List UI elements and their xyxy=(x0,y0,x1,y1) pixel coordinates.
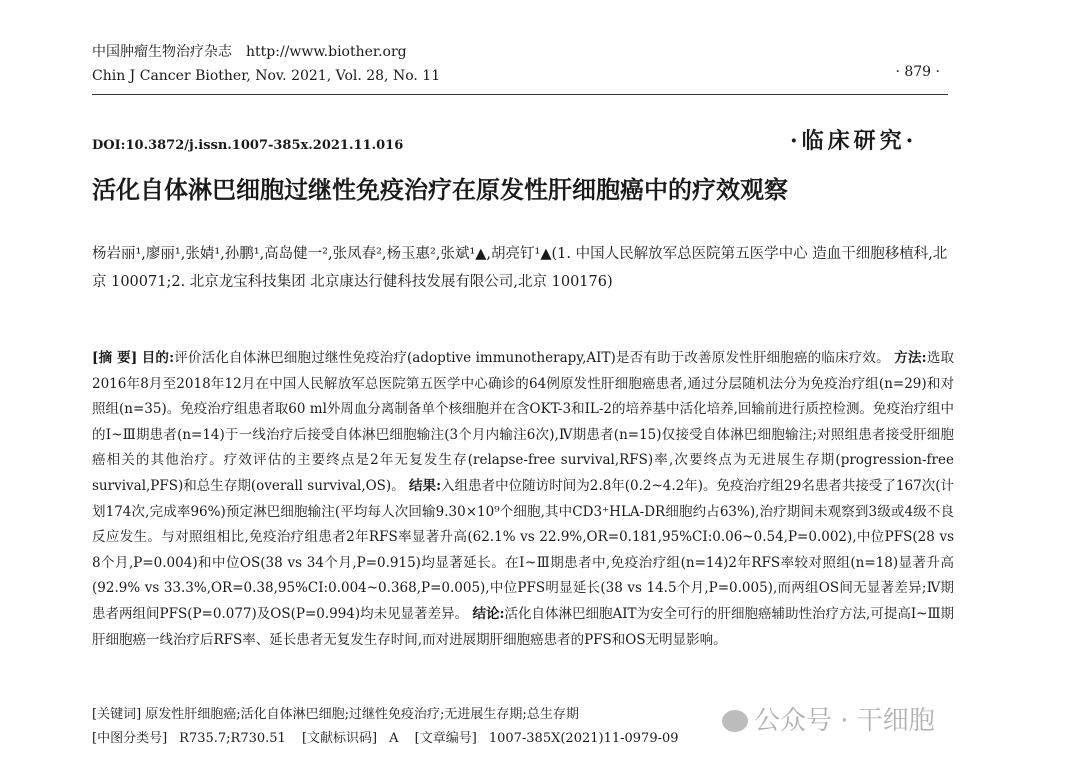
wechat-icon xyxy=(722,710,748,732)
conclusion-text: 活化自体淋巴细胞AIT为安全可行的肝细胞癌辅助性治疗方法,可提高Ⅰ~Ⅲ期肝细胞癌一线治疗后RFS率、延长患者无复发生存时间,而对进展期肝细胞癌患者的PFS和OS无明显影响。 xyxy=(92,605,954,648)
methods-heading: 方法: xyxy=(894,350,927,366)
doc-code-label: [文献标识码] xyxy=(301,731,378,746)
journal-name-cn: 中国肿瘤生物治疗杂志 xyxy=(92,44,232,60)
journal-url[interactable]: http://www.biother.org xyxy=(246,44,407,60)
journal-name-en: Chin J Cancer Biother, Nov. 2021, Vol. 28, No. 11 xyxy=(92,68,441,84)
clc-value: R735.7;R730.51 xyxy=(179,731,286,746)
authors-affiliations: 杨岩丽¹,廖丽¹,张婧¹,孙鹏¹,高岛健一²,张凤春²,杨玉惠²,张斌¹▲,胡亮钉¹▲(1. 中国人民解放军总医院第五医学中心 造血干细胞移植科,北京 100071;2. 北京龙宝科技集团 北京康达行健科技发展有限公司,北京 100176) xyxy=(92,246,948,290)
clc-label: [中图分类号] xyxy=(92,731,168,746)
results-heading: 结果: xyxy=(409,477,442,494)
article-number-label: [文章编号] xyxy=(414,731,477,746)
objective-heading: 目的: xyxy=(141,350,175,366)
keywords-text: 原发性肝细胞癌;活化自体淋巴细胞;过继性免疫治疗;无进展生存期;总生存期 xyxy=(145,707,579,722)
objective-text: 评价活化自体淋巴细胞过继性免疫治疗(adoptive immunotherapy,AIT)是否有助于改善原发性肝细胞癌的临床疗效。 xyxy=(174,350,890,366)
journal-header xyxy=(92,42,952,86)
page-number: · 879 · xyxy=(895,64,940,80)
doc-code-value: A xyxy=(389,731,399,746)
doi[interactable]: DOI:10.3872/j.issn.1007-385x.2021.11.016 xyxy=(92,138,404,153)
article-number-value: 1007-385X(2021)11-0979-09 xyxy=(488,731,679,746)
watermark xyxy=(722,700,935,737)
abstract-label: [摘 要] xyxy=(92,350,138,366)
watermark-text: 公众号 · 干细胞 xyxy=(754,706,935,736)
keywords-label: [关键词] xyxy=(92,707,142,722)
abstract xyxy=(92,346,954,653)
section-label: ·临床研究· xyxy=(790,128,918,154)
methods-text: 选取2016年8月至2018年12月在中国人民解放军总医院第五医学中心确诊的64例原发性肝细胞癌患者,通过分层随机法分为免疫治疗组(n=29)和对照组(n=35)。免疫治疗组患者取60 ml外周血分离制备单个核细胞并在含OKT-3和IL-2的培养基中活化培养,回输前进行质控检测。免疫治疗组中的Ⅰ~Ⅲ期患者(n=14)于一线治疗后接受自体淋巴细胞输注(3个月内输注6次),Ⅳ期患者(n=15)仅接受自体淋巴细胞输注;对照组患者接受肝细胞癌相关的其他治疗。疗效评估的主要终点是2年无复发生存(relapse-free survival,RFS)率,次要终点为无进展生存期(progression-free survival,PFS)和总生存期(overall survival,OS)。 xyxy=(92,350,955,494)
conclusion-heading: 结论: xyxy=(472,605,505,622)
article-title: 活化自体淋巴细胞过继性免疫治疗在原发性肝细胞癌中的疗效观察 xyxy=(92,176,788,204)
results-text: 入组患者中位随访时间为2.8年(0.2~4.2年)。免疫治疗组29名患者共接受了167次(计划174次,完成率96%)预定淋巴细胞输注(平均每人次回输9.30×10⁹个细胞,其中CD3⁺HLA-DR细胞约占63%),治疗期间未观察到3级或4级不良反应发生。与对照组相比,免疫治疗组患者2年RFS率显著升高(62.1% vs 22.9%,OR=0.181,95%CI:0.06~0.54,P=0.002),中位PFS(28 vs 8个月,P=0.004)和中位OS(38 vs 34个月,P=0.915)均显著延长。在Ⅰ~Ⅲ期患者中,免疫治疗组(n=14)2年RFS率较对照组(n=18)显著升高(92.9% vs 33.3%,OR=0.38,95%CI:0.004~0.368,P=0.005),中位PFS明显延长(38 vs 14.5个月,P=0.005),而两组OS间无显著差异;Ⅳ期患者两组间PFS(P=0.077)及OS(P=0.994)均未见显著差异。 xyxy=(92,477,955,622)
header-rule xyxy=(92,94,948,95)
